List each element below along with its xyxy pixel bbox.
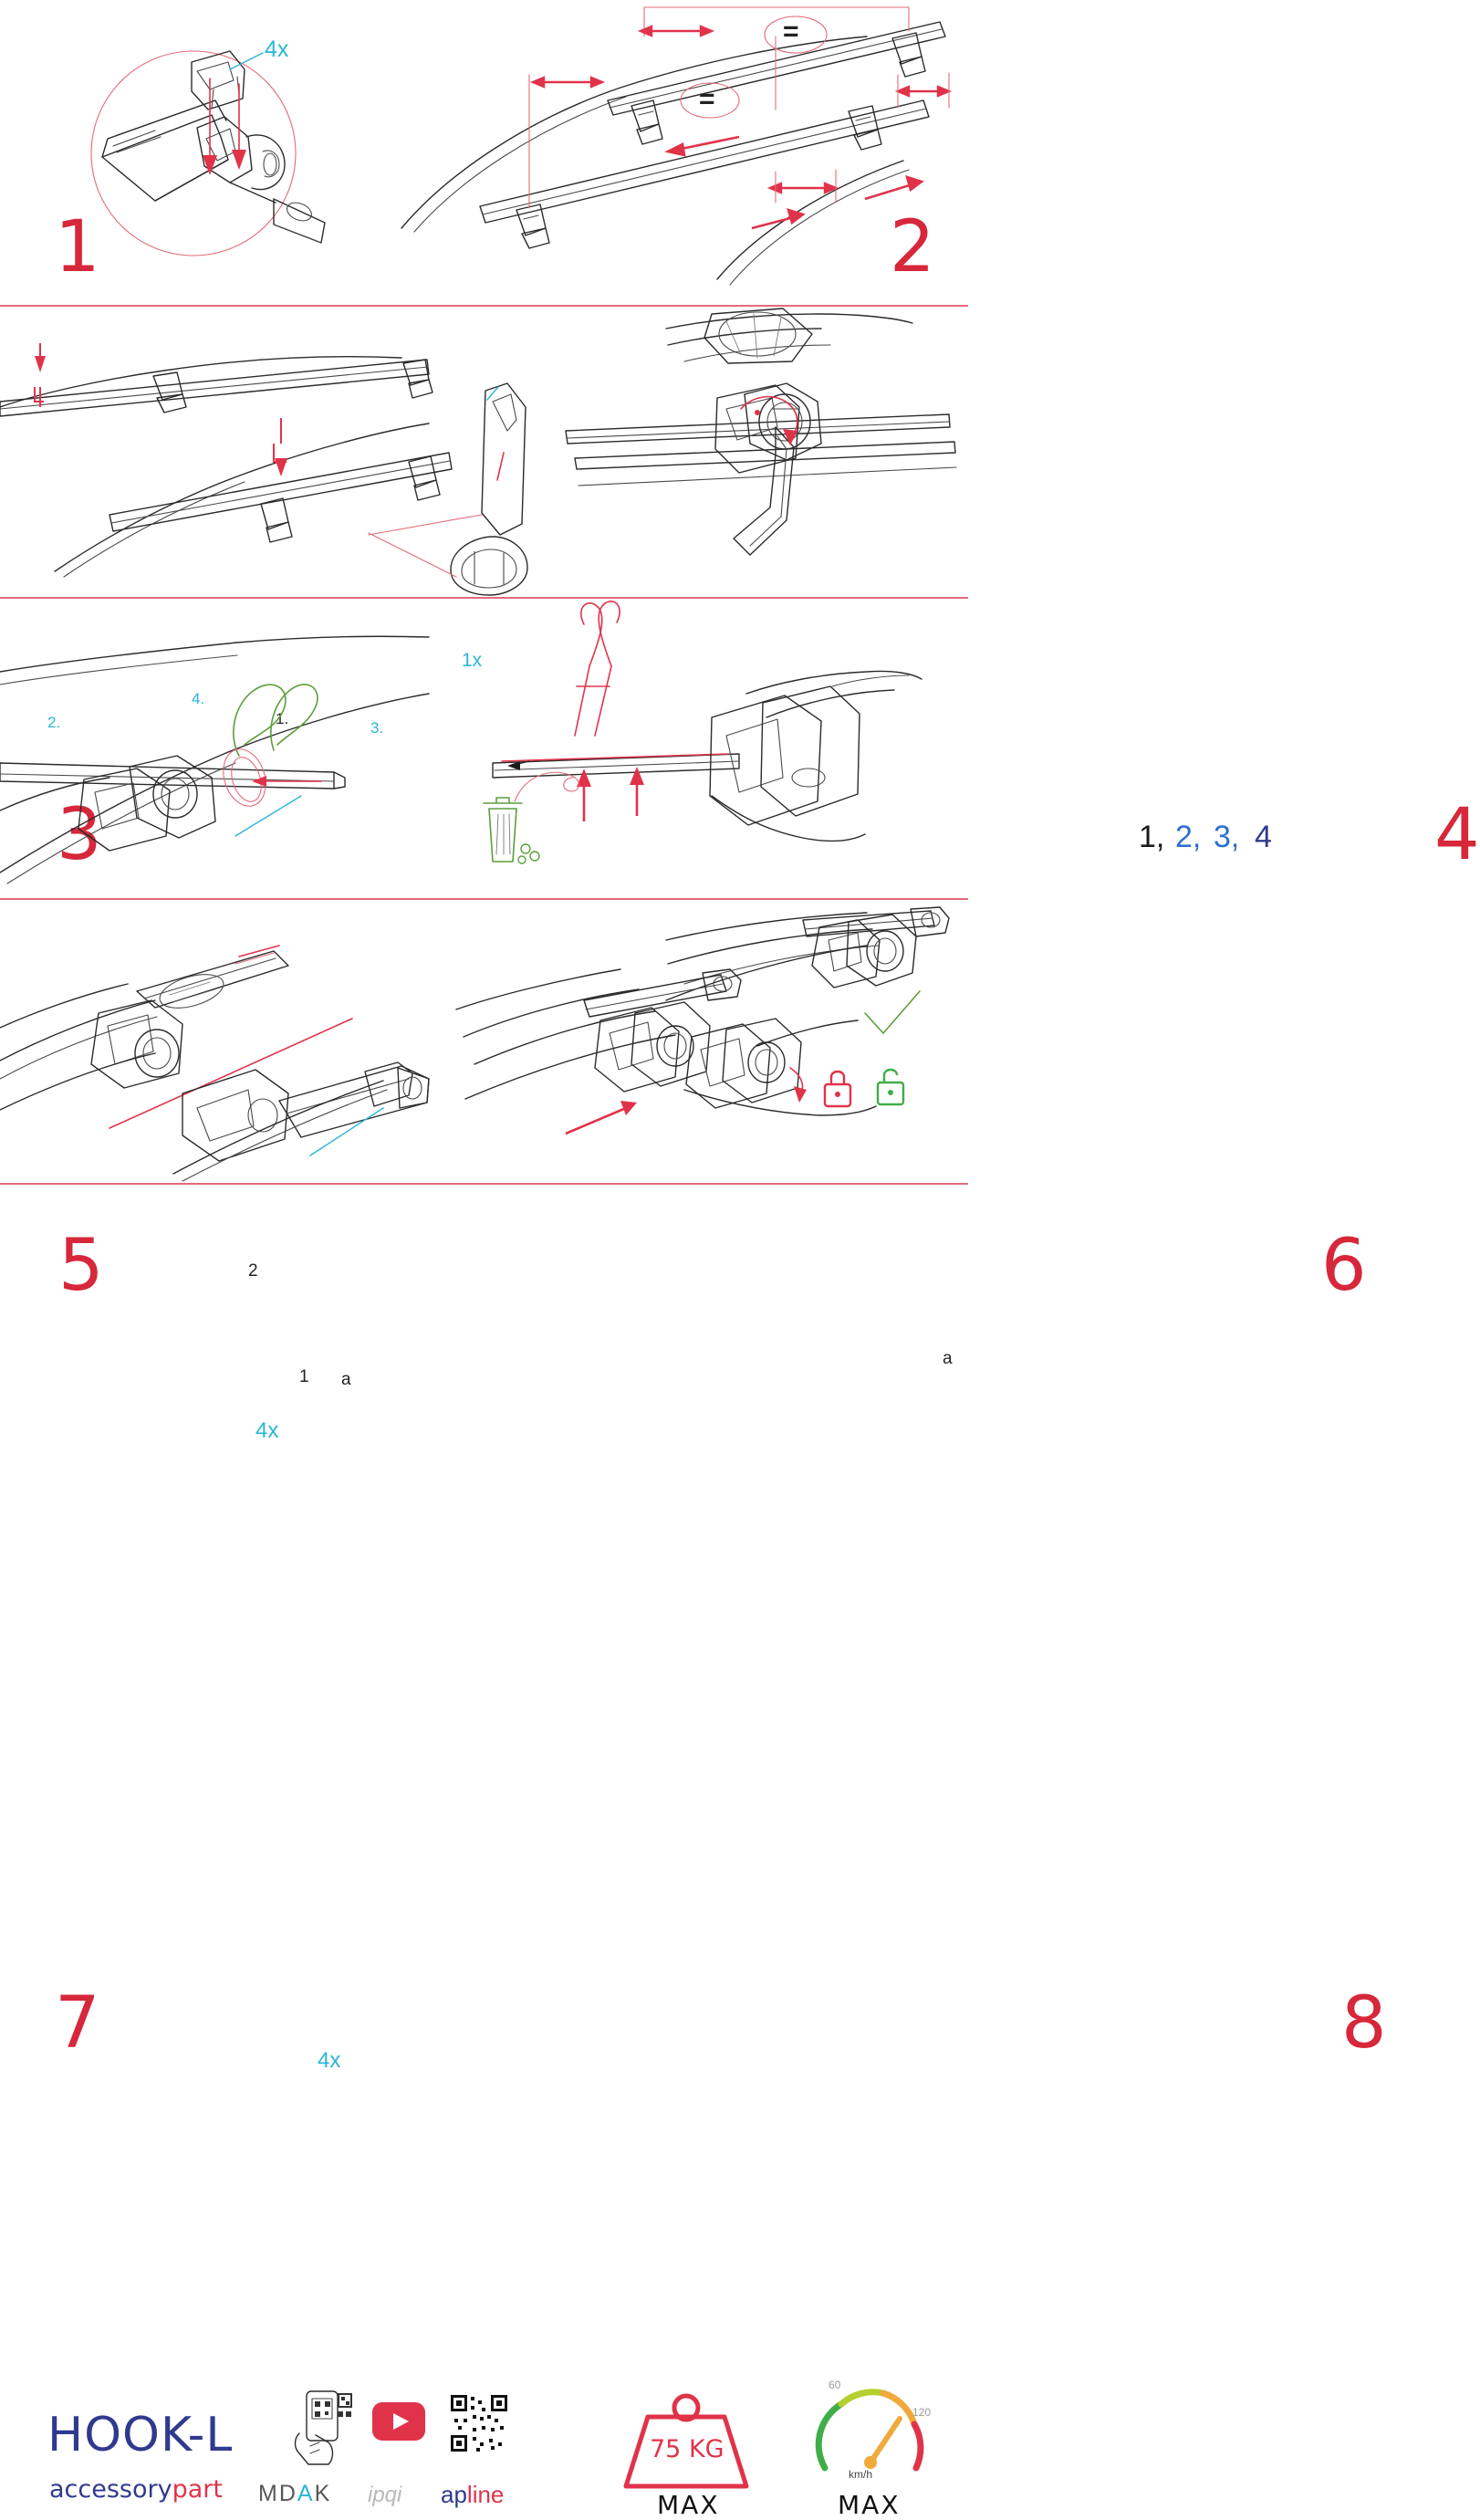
step-4-illustration [547, 307, 968, 597]
step-7-illustration [0, 900, 456, 1183]
step-4-sequence-4: 4 [1255, 820, 1272, 854]
step-4-sequence-2: 2, [1175, 820, 1202, 854]
step-2-equal-label-2: = [699, 84, 715, 114]
brand-tagline-accessory: accessory [49, 2475, 172, 2504]
youtube-icon[interactable] [372, 2402, 425, 2441]
step-5-illustration [0, 599, 438, 898]
step-1-panel [0, 0, 392, 305]
step-8-number: 8 [1341, 1982, 1387, 2065]
step-3-illustration [0, 307, 547, 597]
step-2-equal-label-1: = [783, 16, 799, 47]
speed-min-tick: 60 [829, 2379, 841, 2391]
step-3-panel [0, 307, 547, 876]
divider-4 [0, 1183, 968, 1185]
weight-max-caption: MAX [657, 2490, 720, 2520]
apline-logo [441, 2481, 504, 2509]
mdak-logo: MDAK [258, 2481, 332, 2506]
step-4-number: 4 [1434, 794, 1480, 876]
step-8-illustration [456, 900, 968, 1183]
step-2-panel [392, 0, 968, 305]
step-4-sequence-3: 3, [1214, 820, 1240, 854]
speed-max-tick: 120 [912, 2406, 932, 2419]
step-1-qty-label: 4x [265, 37, 289, 62]
apline-ap: ap [441, 2481, 467, 2508]
product-title: HOOK-L [47, 2408, 234, 2462]
step-4-sequence-1: 1, [1139, 820, 1165, 854]
phone-scan-icon [288, 2389, 354, 2466]
step-7-number: 7 [55, 1982, 100, 2065]
step-3-order-label-1: 1. [276, 710, 289, 727]
step-3-order-label-2: 2. [47, 714, 61, 731]
brand-tagline-part: part [172, 2475, 223, 2504]
step-6-panel [438, 599, 1367, 1368]
brand-tagline [49, 2475, 223, 2504]
step-8-panel [456, 900, 1387, 2065]
step-5-label-2: 2 [248, 1261, 258, 1281]
step-5-number: 5 [58, 1225, 104, 1307]
step-6-number: 6 [1321, 1225, 1367, 1307]
step-2-illustration [392, 0, 968, 305]
step-6-label-a: a [943, 1349, 953, 1368]
step-5-label-1: 1 [299, 1367, 309, 1386]
step-5-qty-label: 4x [255, 1418, 279, 1443]
step-4-panel [547, 307, 1480, 876]
ipqi-logo: ipqi [368, 2483, 402, 2507]
step-3-order-label-3: 3. [370, 719, 384, 737]
step-1-number: 1 [55, 206, 100, 288]
step-7-qty-label: 4x [318, 2048, 341, 2073]
step-3-qty-label: 1x [462, 650, 483, 671]
step-5-label-a: a [341, 1370, 351, 1389]
step-2-number: 2 [890, 206, 935, 288]
step-7-panel [0, 900, 456, 2073]
speed-unit: km/h [849, 2468, 873, 2481]
qr-code-icon[interactable] [451, 2395, 507, 2452]
weight-value: 75 KG [650, 2435, 724, 2463]
apline-line: line [466, 2481, 505, 2508]
speed-max-caption: MAX [838, 2490, 901, 2520]
step-5-panel [0, 599, 438, 1443]
step-3-order-label-4: 4. [192, 690, 205, 707]
step-6-illustration [438, 599, 968, 898]
step-3-number: 3 [57, 794, 102, 876]
